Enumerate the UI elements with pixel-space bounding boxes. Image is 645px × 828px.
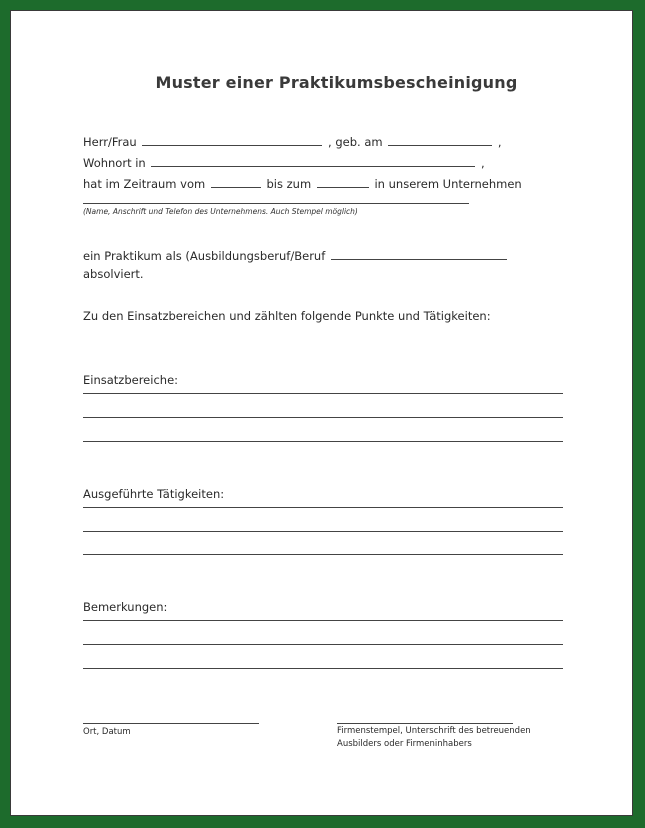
absolviert-text: absolviert. [83, 267, 144, 281]
signature-field[interactable] [337, 723, 513, 724]
einsatzbereiche-line-2[interactable] [83, 417, 563, 418]
signature-label-1: Firmenstempel, Unterschrift des betreuenden [337, 726, 531, 736]
taetigkeiten-line-2[interactable] [83, 531, 563, 532]
zeitraum-label-c: in unserem Unternehmen [374, 177, 522, 191]
wohnort-row [83, 156, 485, 170]
company-note: (Name, Anschrift und Telefon des Unternehmens. Auch Stempel möglich) [83, 207, 358, 216]
geb-comma: , [497, 135, 502, 149]
document-page [10, 10, 633, 816]
zeitraum-label-a: hat im Zeitraum vom [83, 177, 206, 191]
page-title: Muster einer Praktikumsbescheinigung [155, 73, 518, 92]
ort-datum-field[interactable] [83, 723, 259, 724]
einsatzbereiche-line-1[interactable] [83, 393, 563, 394]
herr-frau-label: Herr/Frau [83, 135, 137, 149]
zeitraum-to-field[interactable] [317, 177, 369, 188]
zeitraum-row [83, 177, 522, 191]
einsatzbereiche-line-3[interactable] [83, 441, 563, 442]
bemerkungen-line-3[interactable] [83, 668, 563, 669]
company-field[interactable] [83, 203, 469, 204]
beruf-field[interactable] [331, 249, 507, 260]
zeitraum-label-b: bis zum [266, 177, 312, 191]
taetigkeiten-line-1[interactable] [83, 507, 563, 508]
wohnort-field[interactable] [151, 156, 475, 167]
bemerkungen-line-2[interactable] [83, 644, 563, 645]
taetigkeiten-label: Ausgeführte Tätigkeiten: [83, 487, 225, 501]
zeitraum-from-field[interactable] [211, 177, 261, 188]
name-field[interactable] [142, 135, 322, 146]
ort-datum-label: Ort, Datum [83, 727, 131, 737]
wohnort-comma: , [481, 156, 485, 170]
einsatzbereiche-label: Einsatzbereiche: [83, 373, 179, 387]
praktikum-label: ein Praktikum als (Ausbildungsberuf/Beruf [83, 249, 326, 263]
signature-label-2: Ausbilders oder Firmeninhabers [337, 739, 472, 749]
wohnort-label: Wohnort in [83, 156, 146, 170]
taetigkeiten-line-3[interactable] [83, 554, 563, 555]
bemerkungen-label: Bemerkungen: [83, 600, 168, 614]
birthdate-field[interactable] [388, 135, 492, 146]
praktikum-row [83, 249, 509, 263]
einsatz-intro: Zu den Einsatzbereichen und zählten folgende Punkte und Tätigkeiten: [83, 309, 491, 323]
name-row [83, 135, 502, 149]
geb-label: , geb. am [328, 135, 383, 149]
bemerkungen-line-1[interactable] [83, 620, 563, 621]
